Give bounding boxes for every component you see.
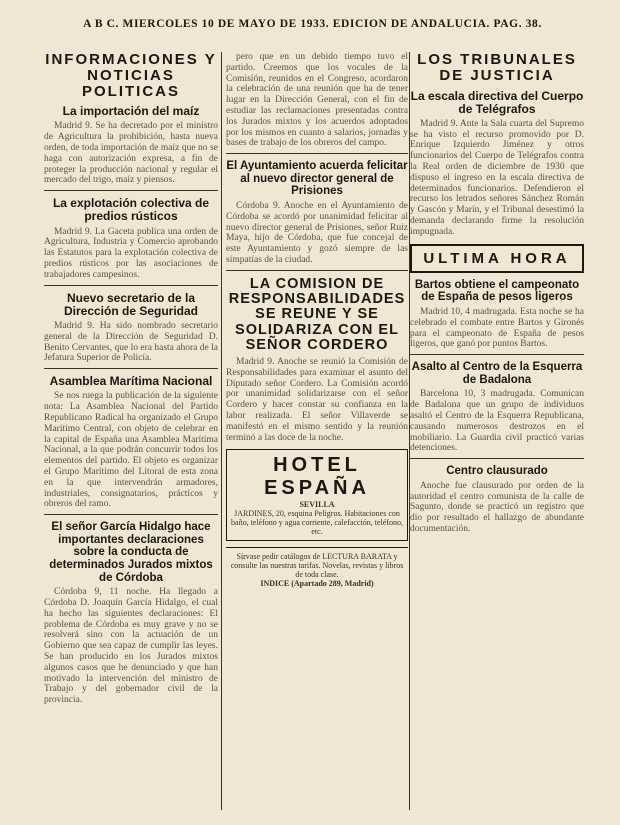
ad-hotel-address: JARDINES, 20, esquina Peligros. Habitaciones con baño, teléfono y agua corriente, calefacción, teléfono, etc.: [231, 509, 403, 537]
ad-lectura-text: Sírvase pedir catálogos de LECTURA BARATA y consulte las nuestras tarifas. Novelas, revistas y libros de toda clase.: [230, 552, 404, 580]
column-2: [226, 52, 408, 812]
headline-garcia-hidalgo: El señor García Hidalgo hace importantes declaraciones sobre la conducta de determinados Jurados mixtos de Córdoba: [49, 521, 213, 584]
ad-lectura-address: INDICE (Apartado 289, Madrid): [260, 579, 374, 589]
divider: [226, 270, 408, 271]
headline-ayuntamiento: El Ayuntamiento acuerda felicitar al nuevo director general de Prisiones: [226, 160, 408, 198]
headline-clausurado: Centro clausurado: [446, 465, 548, 478]
article-maiz: Madrid 9. Se ha decretado por el ministro de Agricultura la prohibición, hasta nueva orden, de toda importación de maíz que no se haga con autorización expresa, a fin de proteger la producción nacional y regular el mercado del trigo, maíz y piensos.: [44, 121, 218, 186]
section-title-comision: LA COMISION DE RESPONSABILIDADES SE REUNE Y SE SOLIDARIZA CON EL SEÑOR CORDERO: [228, 275, 406, 353]
lectura-advertisement: [226, 547, 408, 592]
headline-explotacion: La explotación colectiva de predios rústicos: [52, 196, 210, 224]
column-rule-1: [221, 52, 222, 810]
headline-asamblea: Asamblea Marítima Nacional: [49, 374, 213, 389]
ad-hotel-name: HOTEL ESPAÑA: [264, 454, 370, 500]
article-esquerra: Barcelona 10, 3 madrugada. Comunican de Badalona que un grupo de individuos asaltó el Centro de la Esquerra Republicana, causando numerosos destrozos en el mobiliario. La Guardia civil practicó varias detenciones.: [410, 389, 584, 454]
article-telegrafos: Madrid 9. Ante la Sala cuarta del Supremo se ha visto el recurso promovido por D. Enrique Izquierdo Jiménez y otros funcionarios del Cuerpo de Telégrafos contra la Real orden de diciembre de 1930 que dispuso el ingreso en la escala directiva de determinados funcionarios. Defendieron el recurso los letrados señores Sánchez Román y Gascón y Marín, y el Tribunal desestimó la demanda declarando firme la resolución impugnada.: [410, 118, 584, 237]
section-title-tribunales: LOS TRIBUNALES DE JUSTICIA: [417, 52, 577, 84]
column-1: [44, 52, 218, 812]
headline-bartos: Bartos obtiene el campeonato de España de pesos ligeros: [414, 278, 580, 304]
article-ayuntamiento: Córdoba 9. Anoche en el Ayuntamiento de Córdoba se acordó por unanimidad felicitar al nuevo director general de Prisiones, señor Ruiz Maya, hijo de Córdoba, que fue concejal de este Ayuntamiento y gozó siempre de las simpatías de la ciudad.: [226, 201, 408, 266]
divider: [410, 354, 584, 355]
article-garcia-hidalgo: Córdoba 9, 11 noche. Ha llegado a Córdoba D. Joaquín García Hidalgo, el cual ha hecho las siguientes declaraciones: El problema de Córdoba es muy grave y no se resolverá sino con la actuación de un Gobierno que sea capaz de cumplir las leyes. Se han producido en los Jurados mixtos algunos casos que he denunciado y que han motivado la intervención del ministro de Trabajo y del gobernador civil de la provincia.: [44, 587, 218, 706]
headline-esquerra: Asalto al Centro de la Esquerra de Badalona: [411, 361, 583, 386]
divider: [44, 190, 218, 191]
article-clausurado: Anoche fue clausurado por orden de la autoridad el centro comunista de la calle de Sagunto, donde se practicó un registro que dio por resultado el hallazgo de abundante documentación.: [410, 480, 584, 534]
headline-secretario: Nuevo secretario de la Dirección de Seguridad: [63, 290, 199, 318]
hotel-advertisement: [226, 449, 408, 541]
column-3: [410, 52, 584, 812]
divider: [44, 514, 218, 515]
headline-telegrafos: La escala directiva del Cuerpo de Telégrafos: [410, 88, 584, 116]
divider: [226, 153, 408, 154]
divider: [410, 458, 584, 459]
article-bartos: Madrid 10, 4 madrugada. Esta noche se ha celebrado el combate entre Bartos y Gironés para el campeonato de España de pesos ligeros, que ganó por puntos Bartos.: [410, 306, 584, 350]
article-continuation: pero que en un debido tiempo tuvo el partido. Creemos que los vocales de la Comisión, reunidos en el Congreso, acordaron la celebración de una reunión que ha de tener lugar en la Dirección General, con el fin de estudiar las reclamaciones presentadas contra los Jurados mixtos y los acuerdos adoptados por los mismos en cuanto a salarios, jornadas y bases de trabajo de los obreros del campo.: [226, 52, 408, 149]
headline-maiz: La importación del maíz: [62, 104, 200, 119]
divider: [44, 368, 218, 369]
divider: [44, 285, 218, 286]
article-asamblea: Se nos ruega la publicación de la siguiente nota: La Asamblea Nacional del Partido Republicano Radical ha organizado el Grupo Marítimo Central, con objeto de celebrar en la capital de España una Asamblea Marítima Nacional, a la que podrán concurrir todos los elementos del partido. El objeto es organizar el Grupo Marítimo del Litoral de esta zona en la que intervendrán armadores, industriales, consignatarios, prácticos y obreros del ramo.: [44, 391, 218, 510]
ad-hotel-city: SEVILLA: [299, 500, 335, 510]
section-title-politics: INFORMACIONES Y NOTICIAS POLITICAS: [45, 52, 217, 100]
article-explotacion: Madrid 9. La Gaceta publica una orden de Agricultura, Industria y Comercio aprobando las Estatutos para la explotación colectiva de predios rústicos por las asociaciones de trabajadores campesinos.: [44, 226, 218, 280]
page-header: A B C. MIERCOLES 10 DE MAYO DE 1933. EDICION DE ANDALUCIA. PAG. 38.: [83, 18, 542, 30]
ultima-hora-banner: ULTIMA HORA: [410, 244, 584, 273]
article-secretario: Madrid 9. Ha sido nombrado secretario general de la Dirección de Seguridad D. Benito Cervantes, que lo era hasta ahora de la Jefatura Superior de Policía.: [44, 320, 218, 364]
article-comision: Madrid 9. Anoche se reunió la Comisión de Responsabilidades para examinar el asunto del Diputado señor Cordero. La Comisión acordó por unanimidad solidarizarse con el señor Cordero y hacer constar su confianza en la labor realizada. El señor Villaverde se manifestó en el mismo sentido y la reunión terminó a las doce de la noche.: [226, 356, 408, 443]
